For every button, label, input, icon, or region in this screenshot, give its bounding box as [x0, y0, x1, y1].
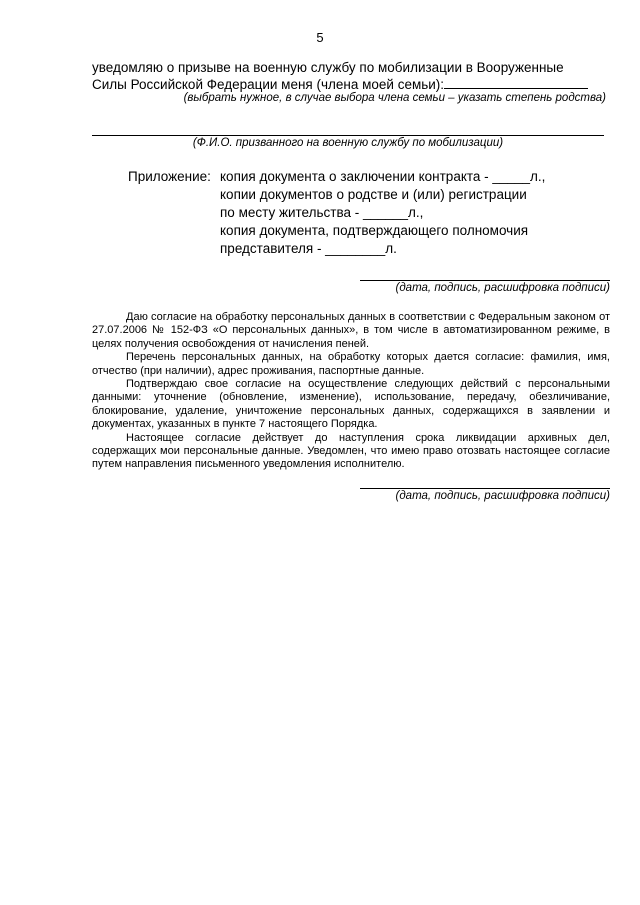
attachments-list	[220, 168, 545, 258]
family-member-blank	[444, 76, 588, 89]
signature-hint-1: (дата, подпись, расшифровка подписи)	[395, 282, 610, 294]
relation-hint: (выбрать нужное, в случае выбора члена семьи – указать степень родства)	[183, 92, 606, 104]
attachment-item-contract: копия документа о заключении контракта - _____л.,	[220, 169, 546, 184]
notice-line-2	[92, 76, 610, 93]
attachment-item-kinship: копии документов о родстве и (или) регистрации	[220, 187, 527, 202]
consent-paragraph-4: Настоящее согласие действует до наступления срока ликвидации архивных дел, содержащих мои персональные данные. Уведомлен, что имею право отозвать настоящее согласие путем направления письменного уведомления исполнителю.	[92, 431, 610, 471]
fio-hint: (Ф.И.О. призванного на военную службу по мобилизации)	[192, 137, 504, 149]
attachment-item-authority-cont: представителя - ________л.	[220, 241, 397, 256]
attachments-label: Приложение:	[128, 169, 211, 184]
signature-line-1	[360, 280, 610, 281]
consent-paragraph-2: Перечень персональных данных, на обработку которых дается согласие: фамилия, имя, отчество (при наличии), адрес проживания, паспортные данные.	[92, 351, 610, 377]
signature-line-2	[360, 488, 610, 489]
consent-paragraph-3: Подтверждаю свое согласие на осуществление следующих действий с персональными данными: уточнение (обновление, изменение), использование, передачу, обезличивание, блокирование, удаление, уничтожение персональных данных, содержащихся в заявлении и документах, указанных в пункте 7 настоящего Порядка.	[92, 378, 610, 431]
attachment-item-kinship-cont: по месту жительства - ______л.,	[220, 205, 424, 220]
mobilization-notice	[92, 60, 610, 93]
consent-paragraph-1: Даю согласие на обработку персональных данных в соответствии с Федеральным законом от 27.07.2006 № 152-ФЗ «О персональных данных», в том числе в автоматизированном режиме, в целях получения освобождения от начисления пеней.	[92, 311, 610, 350]
fio-line	[92, 135, 604, 136]
signature-hint-2: (дата, подпись, расшифровка подписи)	[395, 490, 610, 502]
attachment-item-authority: копия документа, подтверждающего полномочия	[220, 223, 529, 238]
notice-line-2-text: Силы Российской Федерации меня (члена моей семьи):	[92, 77, 445, 92]
notice-line-1: уведомляю о призыве на военную службу по мобилизации в Вооруженные	[92, 60, 564, 75]
consent-text	[92, 311, 610, 472]
page-number: 5	[316, 30, 324, 45]
